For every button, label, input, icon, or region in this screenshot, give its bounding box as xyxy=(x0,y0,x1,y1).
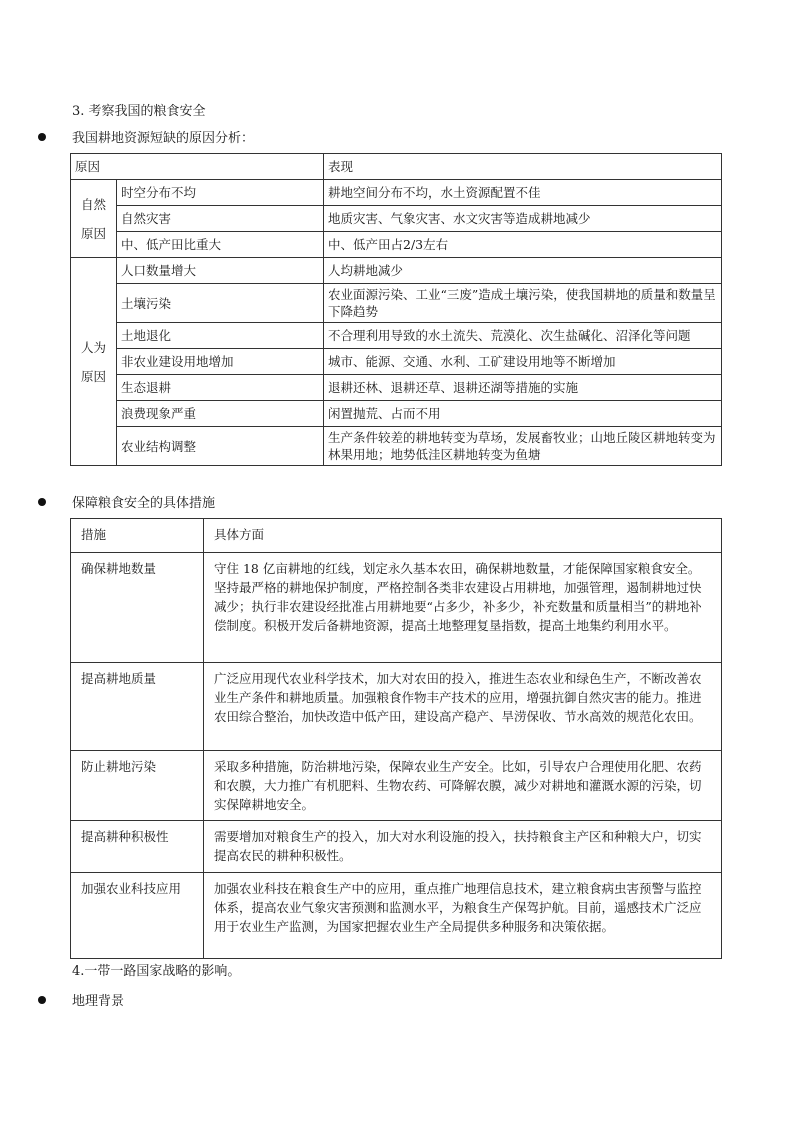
effect-cell: 农业面源污染、工业“三废”造成土壤污染，使我国耕地的质量和数量呈下降趋势 xyxy=(324,284,722,323)
factor-cell: 生态退耕 xyxy=(117,375,324,401)
detail-cell: 采取多种措施，防治耕地污染，保障农业生产安全。比如，引导农户合理使用化肥、农药和农膜，大力推广有机肥料、生物农药、可降解农膜，减少对耕地和灌溉水源的污染，切实保障耕地安全。 xyxy=(204,751,722,821)
detail-cell: 广泛应用现代农业科学技术，加大对农田的投入，推进生态农业和绿色生产，不断改善农业生产条件和耕地质量。加强粮食作物丰产技术的应用，增强抗御自然灾害的能力。推进农田综合整治，加快改造中低产田，建设高产稳产、旱涝保收、节水高效的规范化农田。 xyxy=(204,663,722,751)
measure-cell: 加强农业科技应用 xyxy=(71,873,204,959)
measures-table xyxy=(70,518,722,959)
header-effect: 表现 xyxy=(324,154,722,180)
table-row xyxy=(71,873,722,959)
factor-cell: 人口数量增大 xyxy=(117,258,324,284)
effect-cell: 不合理利用导致的水土流失、荒漠化、次生盐碱化、沼泽化等问题 xyxy=(324,323,722,349)
measure-cell: 确保耕地数量 xyxy=(71,553,204,663)
effect-cell: 地质灾害、气象灾害、水文灾害等造成耕地减少 xyxy=(324,206,722,232)
table-row xyxy=(71,375,722,401)
table-row xyxy=(71,206,722,232)
table-row xyxy=(71,751,722,821)
detail-cell: 需要增加对粮食生产的投入，加大对水利设施的投入，扶持粮食主产区和种粮大户，切实提高农民的耕种积极性。 xyxy=(204,821,722,873)
effect-cell: 闲置抛荒、占而不用 xyxy=(324,401,722,427)
factor-cell: 时空分布不均 xyxy=(117,180,324,206)
table-row xyxy=(71,232,722,258)
header-detail: 具体方面 xyxy=(204,519,722,553)
section-heading-4: 4.一带一路国家战略的影响。 xyxy=(72,964,241,979)
header-cause: 原因 xyxy=(71,154,324,180)
factor-cell: 浪费现象严重 xyxy=(117,401,324,427)
measure-cell: 防止耕地污染 xyxy=(71,751,204,821)
table-row xyxy=(71,323,722,349)
human-cause-group xyxy=(71,258,117,466)
table-row xyxy=(71,401,722,427)
cultivated-land-table xyxy=(70,153,722,466)
bullet-cultivated-land: 我国耕地资源短缺的原因分析： xyxy=(72,131,255,146)
effect-cell: 人均耕地减少 xyxy=(324,258,722,284)
section-heading-3: 3. 考察我国的粮食安全 xyxy=(72,104,206,119)
human-cause-label: 人为 原因 xyxy=(80,339,106,384)
table-row xyxy=(71,553,722,663)
table-row xyxy=(71,180,722,206)
effect-cell: 生产条件较差的耕地转变为草场，发展畜牧业；山地丘陵区耕地转变为林果用地；地势低洼区耕地转变为鱼塘 xyxy=(324,427,722,466)
table-header-row xyxy=(71,154,722,180)
effect-cell: 中、低产田占2/3左右 xyxy=(324,232,722,258)
bullet-icon xyxy=(38,498,46,506)
header-measure: 措施 xyxy=(71,519,204,553)
table-header-row xyxy=(71,519,722,553)
bullet-icon xyxy=(38,133,46,141)
detail-cell: 加强农业科技在粮食生产中的应用，重点推广地理信息技术，建立粮食病虫害预警与监控体系，提高农业气象灾害预测和监测水平，为粮食生产保驾护航。目前，遥感技术广泛应用于农业生产监测，为国家把握农业生产全局提供多种服务和决策依据。 xyxy=(204,873,722,959)
table-row xyxy=(71,821,722,873)
natural-cause-label: 自然 原因 xyxy=(80,196,106,241)
factor-cell: 自然灾害 xyxy=(117,206,324,232)
factor-cell: 非农业建设用地增加 xyxy=(117,349,324,375)
effect-cell: 耕地空间分布不均，水土资源配置不佳 xyxy=(324,180,722,206)
factor-cell: 土地退化 xyxy=(117,323,324,349)
effect-cell: 退耕还林、退耕还草、退耕还湖等措施的实施 xyxy=(324,375,722,401)
measure-cell: 提高耕种积极性 xyxy=(71,821,204,873)
natural-cause-group xyxy=(71,180,117,258)
table-row xyxy=(71,427,722,466)
factor-cell: 中、低产田比重大 xyxy=(117,232,324,258)
bullet-measures: 保障粮食安全的具体措施 xyxy=(72,496,216,511)
measure-cell: 提高耕地质量 xyxy=(71,663,204,751)
bullet-icon xyxy=(38,996,46,1004)
table-row xyxy=(71,284,722,323)
table-row xyxy=(71,663,722,751)
effect-cell: 城市、能源、交通、水利、工矿建设用地等不断增加 xyxy=(324,349,722,375)
factor-cell: 农业结构调整 xyxy=(117,427,324,466)
detail-cell: 守住 18 亿亩耕地的红线，划定永久基本农田，确保耕地数量，才能保障国家粮食安全。坚持最严格的耕地保护制度，严格控制各类非农建设占用耕地，加强管理，遏制耕地过快减少；执行非农建设经批准占用耕地要“占多少，补多少，补充数量和质量相当”的耕地补偿制度。积极开发后备耕地资源，提高土地整理复垦指数，提高土地集约利用水平。 xyxy=(204,553,722,663)
bullet-geo-background: 地理背景 xyxy=(72,994,125,1009)
table-row xyxy=(71,349,722,375)
table-row xyxy=(71,258,722,284)
factor-cell: 土壤污染 xyxy=(117,284,324,323)
